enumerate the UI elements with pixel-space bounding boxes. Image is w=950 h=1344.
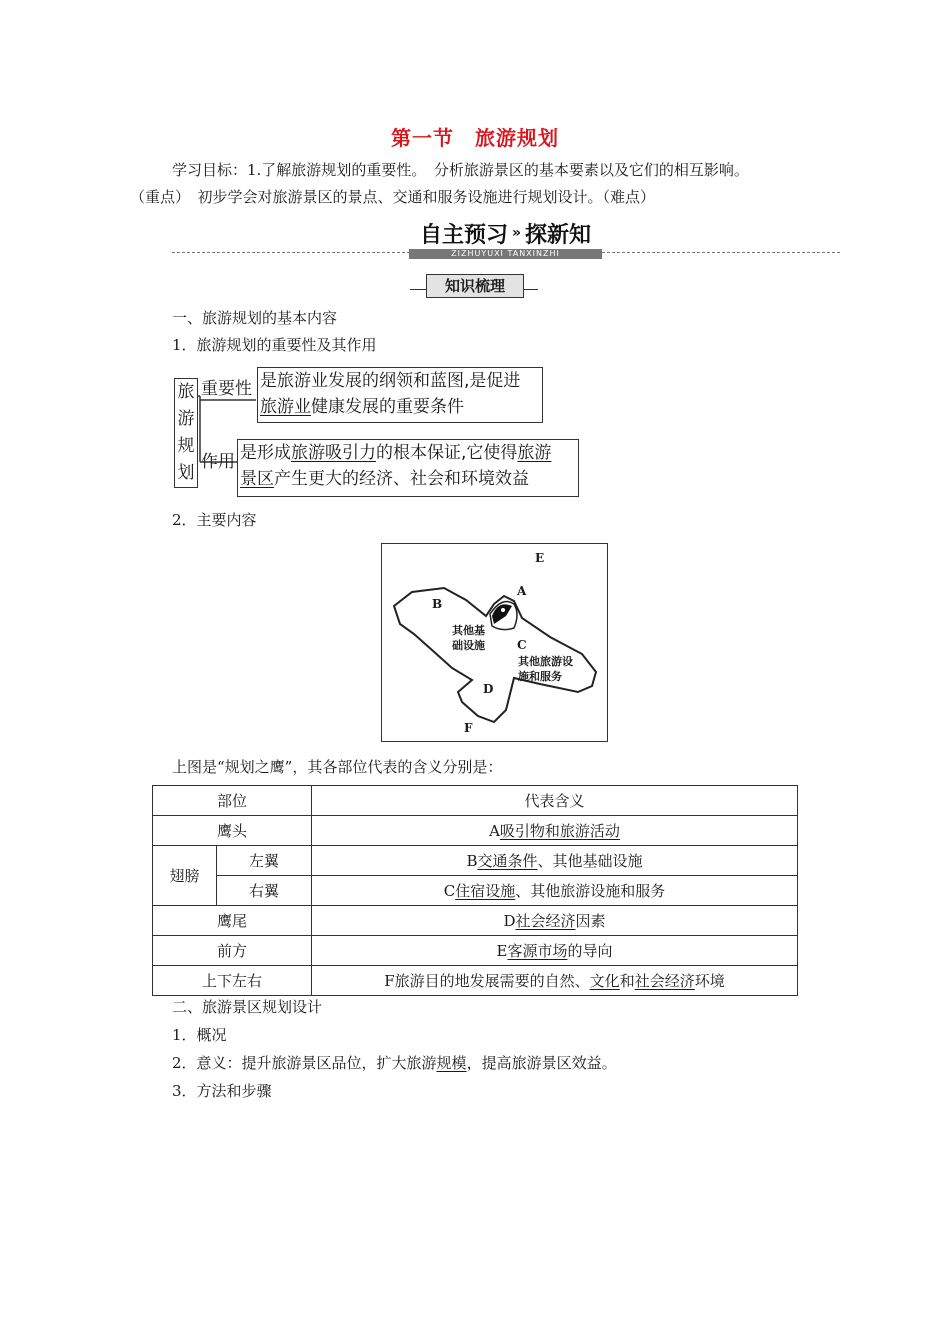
infra-line-2: 础设施: [452, 639, 485, 652]
head-letter: A: [489, 822, 500, 840]
tail-rest: 因素: [575, 912, 606, 930]
table-row: [153, 966, 798, 996]
section2-item3: 3．方法和步骤: [172, 1082, 272, 1100]
role-box: [237, 439, 579, 497]
role-text-b: 产生更大的经济、社会和环境效益: [274, 469, 529, 489]
cell-wings: 翅膀: [153, 846, 217, 906]
table-row: [153, 906, 798, 936]
planning-root-box: [174, 378, 198, 488]
role-label: 作用: [201, 452, 235, 472]
importance-blank: 旅游业: [260, 397, 311, 417]
lw-letter: B: [466, 852, 478, 870]
section1-item2: 2．主要内容: [172, 511, 257, 529]
importance-box: [257, 367, 543, 423]
lw-rest: 、其他基础设施: [537, 852, 643, 870]
section-banner: [409, 218, 602, 248]
importance-line-1: 是旅游业发展的纲领和蓝图,是促进: [260, 371, 521, 391]
table-row: [153, 876, 798, 906]
cell-around-meaning: [312, 966, 798, 996]
importance-line-2: [260, 394, 540, 420]
infra-line-1: 其他基: [452, 624, 485, 637]
table-row: [153, 846, 798, 876]
cell-right-wing-meaning: [312, 876, 798, 906]
label-E: E: [535, 551, 545, 565]
label-C: C: [517, 638, 527, 652]
head-blank: 吸引物和旅游活动: [499, 822, 620, 840]
objectives-line-2: （重点） 初步学会对旅游景区的景点、交通和服务设施进行规划设计。（难点）: [130, 188, 656, 206]
table-row: [153, 936, 798, 966]
section2-item1: 1．概况: [172, 1026, 227, 1044]
cell-left-wing: 左翼: [217, 846, 312, 876]
cell-tail-meaning: [312, 906, 798, 936]
cell-right-wing: 右翼: [217, 876, 312, 906]
around-mid: 和: [619, 972, 635, 990]
item2-text-b: ，提高旅游景区效益。: [466, 1054, 617, 1072]
role-blank-3: 景区: [240, 469, 274, 489]
root-char-1: 旅: [177, 382, 195, 402]
double-chevron-icon: »: [511, 225, 522, 241]
item2-text-a: 2．意义：提升旅游景区品位，扩大旅游: [172, 1054, 437, 1072]
table-row: [153, 786, 798, 816]
cell-front: 前方: [153, 936, 312, 966]
svc-line-2: 施和服务: [518, 670, 562, 683]
front-rest: 的导向: [567, 942, 613, 960]
around-blank-2: 社会经济: [634, 972, 695, 990]
header-part: 部位: [153, 786, 312, 816]
cell-head-meaning: [312, 816, 798, 846]
section2-item2: [172, 1053, 617, 1073]
figure-caption: 上图是“规划之鹰”，其各部位代表的含义分别是：: [172, 758, 503, 776]
rw-blank: 住宿设施: [455, 882, 516, 900]
cell-front-meaning: [312, 936, 798, 966]
eagle-drawing: [382, 544, 607, 741]
front-blank: 客源市场: [507, 942, 568, 960]
role-line-1: [240, 440, 576, 466]
label-B: B: [432, 597, 443, 611]
svc-line-1: 其他旅游设: [518, 655, 573, 668]
label-F: F: [464, 721, 473, 735]
learning-objectives: [130, 157, 820, 211]
rw-rest: 、其他旅游设施和服务: [515, 882, 666, 900]
around-rest: 环境: [694, 972, 725, 990]
rw-letter: C: [443, 882, 456, 900]
eagle-meaning-table: [152, 785, 798, 996]
lw-blank: 交通条件: [477, 852, 538, 870]
section1-item1: 1．旅游规划的重要性及其作用: [172, 336, 377, 354]
infra-label: [452, 623, 485, 653]
label-A: A: [517, 584, 527, 598]
section-tag: 知识梳理: [426, 274, 524, 298]
section1-heading: 一、旅游规划的基本内容: [172, 309, 338, 327]
front-letter: E: [496, 942, 508, 960]
root-char-3: 规: [177, 436, 195, 456]
header-meaning: 代表含义: [312, 786, 798, 816]
importance-label: 重要性: [201, 379, 252, 399]
role-blank-2: 旅游: [517, 443, 552, 463]
objectives-line-1: 学习目标：1.了解旅游规划的重要性。 分析旅游景区的基本要素以及它们的相互影响。: [172, 161, 749, 179]
banner-left: 自主预习: [419, 222, 508, 248]
role-text-a2: 的根本保证,它使得: [376, 443, 518, 463]
tail-letter: D: [503, 912, 516, 930]
banner-right: 探新知: [525, 222, 592, 248]
planning-eagle-figure: [381, 543, 608, 742]
root-char-2: 游: [177, 409, 195, 429]
item2-blank: 规模: [436, 1054, 467, 1072]
cell-tail: 鹰尾: [153, 906, 312, 936]
tail-blank: 社会经济: [515, 912, 576, 930]
root-char-4: 划: [177, 463, 195, 483]
table-row: [153, 816, 798, 846]
role-line-2: [240, 466, 576, 492]
banner-subtitle: ZIZHUYUXI TANXINZHI: [409, 249, 602, 259]
page-title: 第一节 旅游规划: [391, 126, 559, 150]
services-label: [518, 654, 573, 684]
role-blank-1: 旅游吸引力: [291, 443, 376, 463]
around-text: F旅游目的地发展需要的自然、: [384, 972, 590, 990]
cell-head: 鹰头: [153, 816, 312, 846]
label-D: D: [483, 682, 494, 696]
cell-around: 上下左右: [153, 966, 312, 996]
around-blank-1: 文化: [589, 972, 620, 990]
role-text-a: 是形成: [240, 443, 291, 463]
cell-left-wing-meaning: [312, 846, 798, 876]
importance-rest: 健康发展的重要条件: [311, 397, 464, 417]
section2-heading: 二、旅游景区规划设计: [172, 998, 323, 1016]
